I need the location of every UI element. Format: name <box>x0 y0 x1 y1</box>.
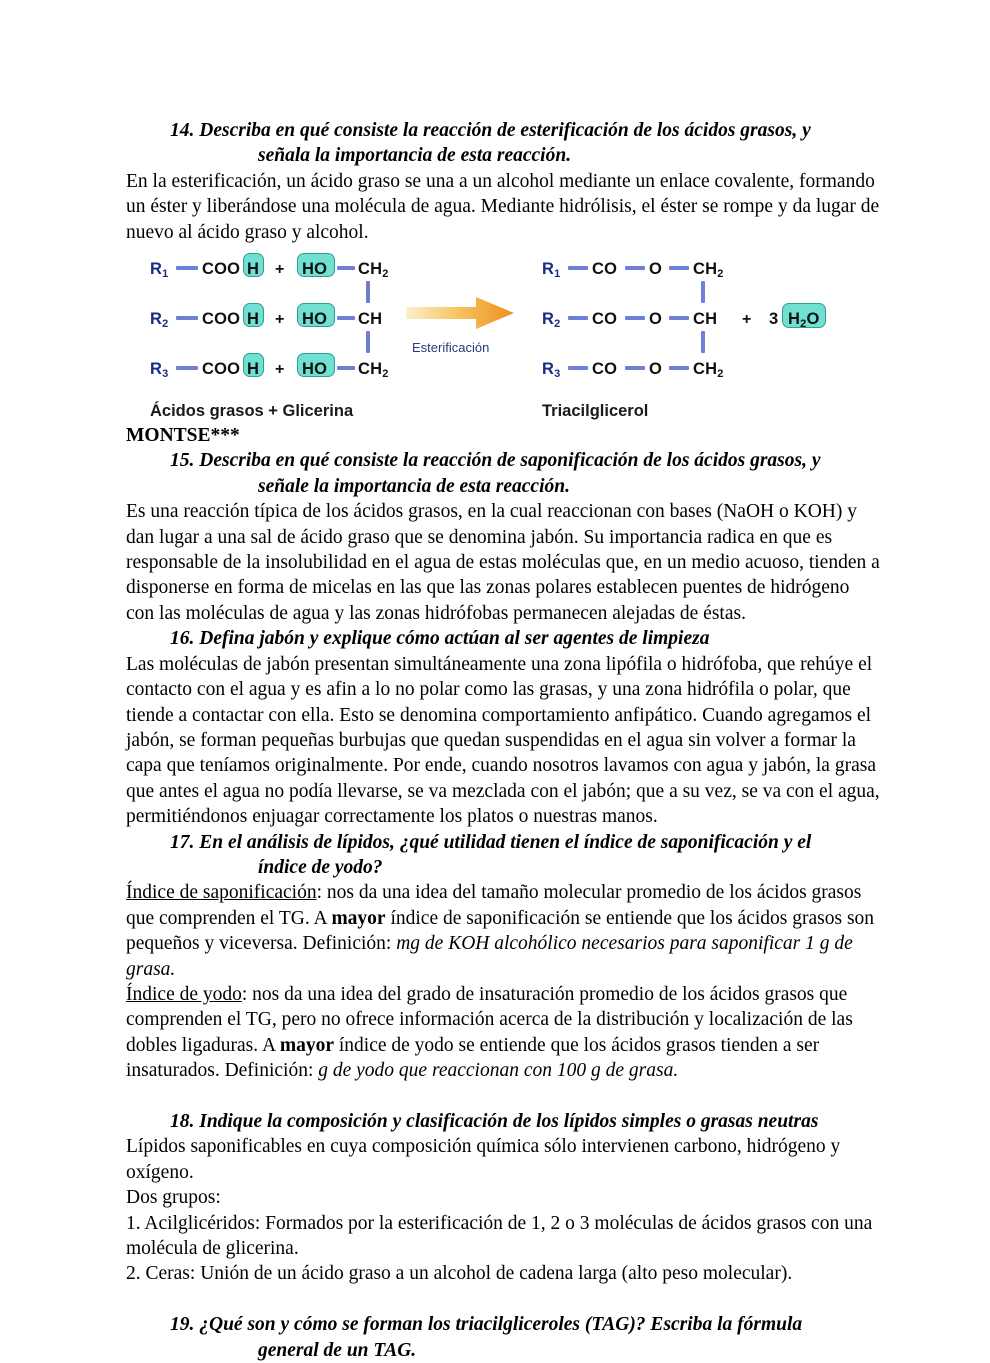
plus-sign-2: + <box>275 311 285 329</box>
water-molecule: $H_2O$ <box>788 310 820 331</box>
figure-caption-right: Triacilglicerol <box>542 402 649 421</box>
reactant-r3-label: $R_3$ <box>150 360 169 381</box>
bond-p2-co <box>568 316 588 320</box>
reactant-r1-sub: 1 <box>162 268 169 281</box>
spacer-before-q19 <box>126 1287 882 1312</box>
spacer-before-q18 <box>126 1084 882 1109</box>
question-17-heading <box>170 830 882 881</box>
bond-p1-o <box>625 266 645 270</box>
question-18-heading <box>170 1109 882 1134</box>
product-o-1: O <box>649 260 663 279</box>
plus-sign-3: + <box>275 361 285 379</box>
esterification-figure <box>144 251 820 421</box>
product-r1-sub: 1 <box>554 268 561 281</box>
reactant-acid-h-2: H <box>247 310 260 329</box>
bond-p1-co <box>568 266 588 270</box>
bond-p3-o <box>625 366 645 370</box>
product-co-2: CO <box>592 310 618 329</box>
product-o-3: O <box>649 360 663 379</box>
glycerol-vertical-bond-2 <box>366 331 370 353</box>
bond-p2-gly <box>669 316 689 320</box>
figure-caption-left: Ácidos grasos + Glicerina <box>150 402 354 421</box>
plus-sign-1: + <box>275 261 285 279</box>
question-18-title-line1: Indique la composición y clasificación de los lípidos simples o grasas neutras <box>199 1110 819 1132</box>
glycerol-carbon-1: $CH_2$ <box>358 260 389 281</box>
bond-r1-acid <box>176 266 198 270</box>
question-17-iodine-index <box>126 982 882 1084</box>
saponification-index-term: Índice de saponificación <box>126 882 317 904</box>
glycerol-carbon-3: $CH_2$ <box>358 360 389 381</box>
question-18-number: 18. <box>170 1110 195 1132</box>
question-17-number: 17. <box>170 831 195 853</box>
bond-r3-acid <box>176 366 198 370</box>
product-r2-label: $R_2$ <box>542 310 561 331</box>
iodine-text-1: : nos da una idea del grado de insaturación promedio de los ácidos grasos que comprenden el TG, pero no ofrece información acerca de la distribución y localización de las dobles ligaduras. A <box>126 983 853 1056</box>
arrow-label: Esterificación <box>412 340 490 356</box>
question-15-title-line2: señale la importancia de esta reacción. <box>258 475 570 497</box>
saponification-text-2: índice de saponificación se entiende que los ácidos grasos son pequeños y viceversa. Definición: <box>126 907 875 955</box>
product-glycerol-1: $CH_2$ <box>693 260 724 281</box>
reactant-ho-2: HO <box>302 310 328 329</box>
iodine-definition: g de yodo que reaccionan con 100 g de grasa. <box>318 1060 679 1082</box>
bond-p3-co <box>568 366 588 370</box>
iodine-index-term: Índice de yodo <box>126 983 242 1005</box>
product-glycerol-3: $CH_2$ <box>693 360 724 381</box>
question-14-body: En la esterificación, un ácido graso se una a un alcohol mediante un enlace covalente, formando un éster y liberándose una molécula de agua. Mediante hidrólisis, el éster se rompe y da lugar de nuevo al ácido graso y alcohol. <box>126 170 880 243</box>
saponification-emphasis: mayor <box>331 907 386 929</box>
bond-ho-gly-1 <box>337 266 355 270</box>
question-18-item-2: 2. Ceras: Unión de un ácido graso a un alcohol de cadena larga (alto peso molecular). <box>126 1263 793 1285</box>
product-o-2: O <box>649 310 663 329</box>
iodine-text-2: índice de yodo se entiende que los ácidos grasos tienden a ser insaturados. Definición: <box>126 1034 820 1082</box>
bond-p2-o <box>625 316 645 320</box>
question-19-title-line1: ¿Qué son y cómo se forman los triacilgliceroles (TAG)? Escriba la fórmula <box>199 1314 803 1336</box>
saponification-text-1: : nos da una idea del tamaño molecular promedio de los ácidos grasos que comprenden el TG. A <box>126 882 862 929</box>
document-body <box>126 118 882 1363</box>
reactant-acid-2: COO <box>202 310 241 329</box>
product-glycerol-2: CH <box>693 310 718 329</box>
product-r3-label: $R_3$ <box>542 360 561 381</box>
question-19-number: 19. <box>170 1314 195 1336</box>
reactant-acid-h-1: H <box>247 260 260 279</box>
question-14-heading <box>170 118 882 169</box>
reactant-r2-sub: 2 <box>162 318 169 331</box>
question-17-saponification-index <box>126 880 882 982</box>
product-r2-sub: 2 <box>554 318 561 331</box>
glycerol-vertical-bond-1 <box>366 281 370 303</box>
reactant-ho-1: HO <box>302 260 328 279</box>
question-16-number: 16. <box>170 628 195 650</box>
question-17-title-line2: índice de yodo? <box>258 856 383 878</box>
product-r3-sub: 3 <box>554 368 561 381</box>
iodine-emphasis: mayor <box>279 1034 334 1056</box>
question-19-title-line2: general de un TAG. <box>258 1339 417 1361</box>
arrow-icon <box>406 296 516 330</box>
reactant-r3-sub: 3 <box>162 368 169 381</box>
bond-p3-gly <box>669 366 689 370</box>
glycerol-carbon-2: CH <box>358 310 383 329</box>
question-14-number: 14. <box>170 120 195 141</box>
montse-tag: MONTSE*** <box>126 425 240 447</box>
question-16-title-line1: Defina jabón y explique cómo actúan al ser agentes de limpieza <box>199 628 710 650</box>
product-co-3: CO <box>592 360 618 379</box>
product-co-1: CO <box>592 260 618 279</box>
question-19-heading <box>170 1312 882 1363</box>
question-15-body: Es una reacción típica de los ácidos grasos, en la cual reaccionan con bases (NaOH o KOH) y dan lugar a una sal de ácido graso que se denomina jabón. Su importancia radica en que es responsable de la insolubilidad en el agua de estas moléculas que, en un medio acuoso, tienden a disponerse en forma de micelas en las que las zonas polares establecen puentes de hidrógeno con las moléculas de agua y las zonas hidrófobas permanecen alejadas de éstas. <box>126 501 880 624</box>
product-vertical-bond-1 <box>701 281 705 303</box>
question-16-heading <box>170 626 882 651</box>
product-vertical-bond-2 <box>701 331 705 353</box>
product-r1-label: $R_1$ <box>542 260 561 281</box>
bond-r2-acid <box>176 316 198 320</box>
question-18-item-1: 1. Acilglicéridos: Formados por la esterificación de 1, 2 o 3 moléculas de ácidos grasos con una molécula de glicerina. <box>126 1212 873 1260</box>
question-17-title-line1: En el análisis de lípidos, ¿qué utilidad tienen el índice de saponificación y el <box>199 831 812 853</box>
bond-ho-gly-2 <box>337 316 355 320</box>
question-18-body-line1: Lípidos saponificables en cuya composición química sólo intervienen carbono, hidrógeno y oxígeno. <box>126 1136 841 1183</box>
question-15-title-line1: Describa en qué consiste la reacción de saponificación de los ácidos grasos, y <box>199 450 821 472</box>
saponification-definition: mg de KOH alcohólico necesarios para saponificar 1 g de grasa. <box>126 933 853 980</box>
reactant-ho-3: HO <box>302 360 328 379</box>
esterification-arrow <box>406 296 516 337</box>
question-18-body-line2: Dos grupos: <box>126 1187 221 1209</box>
reactant-r1-label: $R_1$ <box>150 260 169 281</box>
reactant-r2-label: $R_2$ <box>150 310 169 331</box>
bond-p1-gly <box>669 266 689 270</box>
question-14-title-line1: Describa en qué consiste la reacción de esterificación de los ácidos grasos, y <box>199 120 811 141</box>
question-14-title-line2: señala la importancia de esta reacción. <box>258 145 572 167</box>
question-16-body: Las moléculas de jabón presentan simultáneamente una zona lipófila o hidrófoba, que rehúye el contacto con el agua y es afin a lo no polar como las grasas, y una zona hidrófila o polar, que tiende a contactar con ella. Esto se denomina comportamiento anfipático. Cuando agregamos el jabón, se forman pequeñas burbujas que quedan suspendidas en el agua sin volver a formar la capa que teníamos originalmente. Por ende, cuando nosotros lavamos con agua y jabón, la grasa que antes el agua no podía llevarse, se va mezclada con el jabón; que a su vez, se va con el agua, permitiéndonos enjuagar correctamente los platos o nuestras manos. <box>126 653 880 828</box>
question-15-number: 15. <box>170 450 195 472</box>
bond-ho-gly-3 <box>337 366 355 370</box>
water-plus-sign: + <box>742 311 752 329</box>
reactant-acid-3: COO <box>202 360 241 379</box>
water-coefficient: 3 <box>769 310 779 329</box>
reactant-acid-1: COO <box>202 260 241 279</box>
question-15-heading <box>170 448 882 499</box>
reactant-acid-h-3: H <box>247 360 260 379</box>
